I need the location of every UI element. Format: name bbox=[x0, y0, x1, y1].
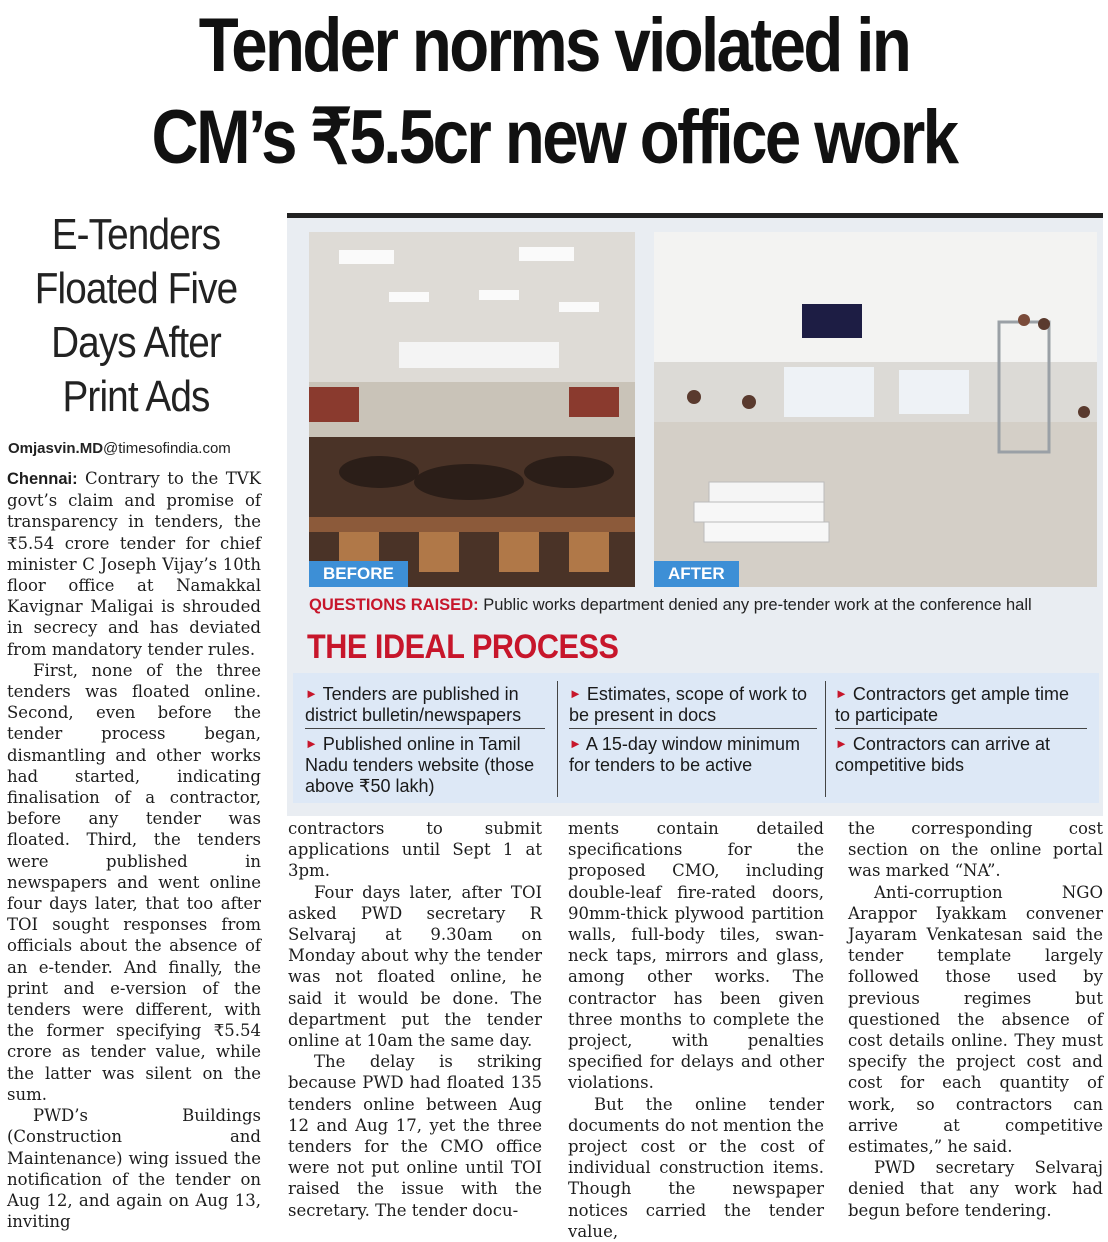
byline bbox=[8, 440, 231, 457]
arrow-icon: ► bbox=[305, 736, 318, 751]
article-paragraph: Four days later, after TOI asked PWD secretary R Selvaraj at 9.30am on Monday about why the tender was not floated online, he said it would be done. The department put the tender online at 10am the same day. bbox=[288, 882, 542, 1051]
headline bbox=[78, 0, 1031, 184]
process-item-text: Contractors get ample time to participate bbox=[835, 684, 1069, 725]
byline-name: Omjasvin.MD bbox=[8, 440, 104, 457]
subhead-line: Days After bbox=[51, 318, 221, 367]
dateline: Chennai: bbox=[7, 470, 78, 488]
before-photo bbox=[309, 232, 635, 587]
article-paragraph: First, none of the three tenders was floated online. Second, even before the tender process began, dismantling and other works had started, indicating finalisation of a contractor, before any tender was floated. Third, the tenders were published in newspapers and went online four days later, that too after TOI sought responses from officials about the absence of an e-tender. And finally, the print and e-version of the tenders were different, with the former specifying ₹5.54 crore as tender value, while the latter was silent on the sum. bbox=[7, 660, 261, 1104]
process-item-text: Contractors can arrive at competitive bids bbox=[835, 734, 1050, 775]
caption-text: Public works department denied any pre-tender work at the conference hall bbox=[478, 596, 1032, 614]
process-item bbox=[835, 683, 1085, 726]
article-paragraph: But the online tender documents do not mention the project cost or the cost of individual construction items. Though the newspaper notices carried the tender value, bbox=[568, 1094, 824, 1241]
article-paragraph: ments contain detailed specifications for the proposed CMO, including double-leaf fire-rated doors, 90mm-thick plywood partition walls, full-body tiles, swan-neck taps, mirrors and glass, among other works. The contractor has been given three months to complete the project, with penalties specified for delays and other violations. bbox=[568, 819, 824, 1093]
headline-line-1: Tender norms violated in bbox=[198, 3, 910, 88]
after-photo bbox=[654, 232, 1097, 587]
article-paragraph: PWD’s Buildings (Construction and Maintenance) wing issued the notification of the tender on Aug 12, and again on Aug 13, inviting bbox=[7, 1106, 261, 1232]
arrow-icon: ► bbox=[305, 686, 318, 701]
arrow-icon: ► bbox=[569, 686, 582, 701]
arrow-icon: ► bbox=[835, 686, 848, 701]
article-paragraph: The delay is striking because PWD had floated 135 tenders online between Aug 12 and Aug 17, yet the three tenders for the CMO office were not put online until TOI raised the issue with the secretary. The tender docu- bbox=[288, 1052, 542, 1220]
after-label: AFTER bbox=[654, 561, 739, 587]
subhead-line: Print Ads bbox=[62, 372, 210, 421]
process-item-text: A 15-day window minimum for tenders to be active bbox=[569, 734, 800, 775]
article-paragraph: PWD secretary Selvaraj denied that any work had begun before tendering. bbox=[848, 1158, 1103, 1220]
article-paragraph: contractors to submit applications until Sept 1 at 3pm. bbox=[288, 819, 542, 881]
row-divider bbox=[305, 728, 545, 729]
process-title: THE IDEAL PROCESS bbox=[307, 628, 619, 666]
process-panel bbox=[293, 673, 1099, 803]
article-paragraph bbox=[7, 468, 261, 660]
photo-caption bbox=[309, 596, 1032, 615]
article-column-2 bbox=[288, 818, 542, 1221]
process-item bbox=[569, 683, 809, 726]
row-divider bbox=[569, 728, 817, 729]
column-divider bbox=[557, 681, 558, 797]
process-item bbox=[835, 733, 1085, 776]
caption-lead: QUESTIONS RAISED: bbox=[309, 596, 479, 614]
process-item-text: Published online in Tamil Nadu tenders website (those above ₹50 lakh) bbox=[305, 734, 535, 796]
construction-site-image bbox=[654, 232, 1097, 587]
subhead-line: E-Tenders bbox=[51, 210, 221, 259]
paragraph-text: Contrary to the TVK govt’s claim and promise of transparency in tenders, the ₹5.54 crore tender for chief minister C Joseph Vijay’s 10th floor office at Namakkal Kavignar Maligai is shrouded in secrecy and has deviated from mandatory tender rules. bbox=[7, 469, 261, 659]
conference-hall-image bbox=[309, 232, 635, 587]
process-item bbox=[305, 683, 545, 726]
subhead-line: Floated Five bbox=[34, 264, 238, 313]
row-divider bbox=[835, 728, 1087, 729]
article-column-1 bbox=[7, 468, 261, 1232]
subhead bbox=[16, 208, 255, 424]
headline-line-2: CM’s ₹5.5cr new office work bbox=[151, 95, 957, 180]
process-item-text: Tenders are published in district bulletin/newspapers bbox=[305, 684, 522, 725]
column-divider bbox=[825, 681, 826, 797]
before-label: BEFORE bbox=[309, 561, 408, 587]
article-paragraph: the corresponding cost section on the online portal was marked “NA”. bbox=[848, 819, 1103, 881]
article-column-3 bbox=[568, 818, 824, 1242]
photo-feature-box bbox=[287, 213, 1103, 816]
process-item-text: Estimates, scope of work to be present in docs bbox=[569, 684, 807, 725]
process-item bbox=[305, 733, 545, 797]
arrow-icon: ► bbox=[835, 736, 848, 751]
arrow-icon: ► bbox=[569, 736, 582, 751]
article-paragraph: Anti-corruption NGO Arappor Iyakkam convener Jayaram Venkatesan said the tender template largely followed those used by previous regimes but questioned the absence of cost details online. They must specify the project cost and cost for each quantity of work, so contractors can arrive at competitive estimates,” he said. bbox=[848, 882, 1103, 1157]
byline-domain: @timesofindia.com bbox=[103, 440, 231, 457]
process-item bbox=[569, 733, 809, 776]
article-column-4 bbox=[848, 818, 1103, 1221]
